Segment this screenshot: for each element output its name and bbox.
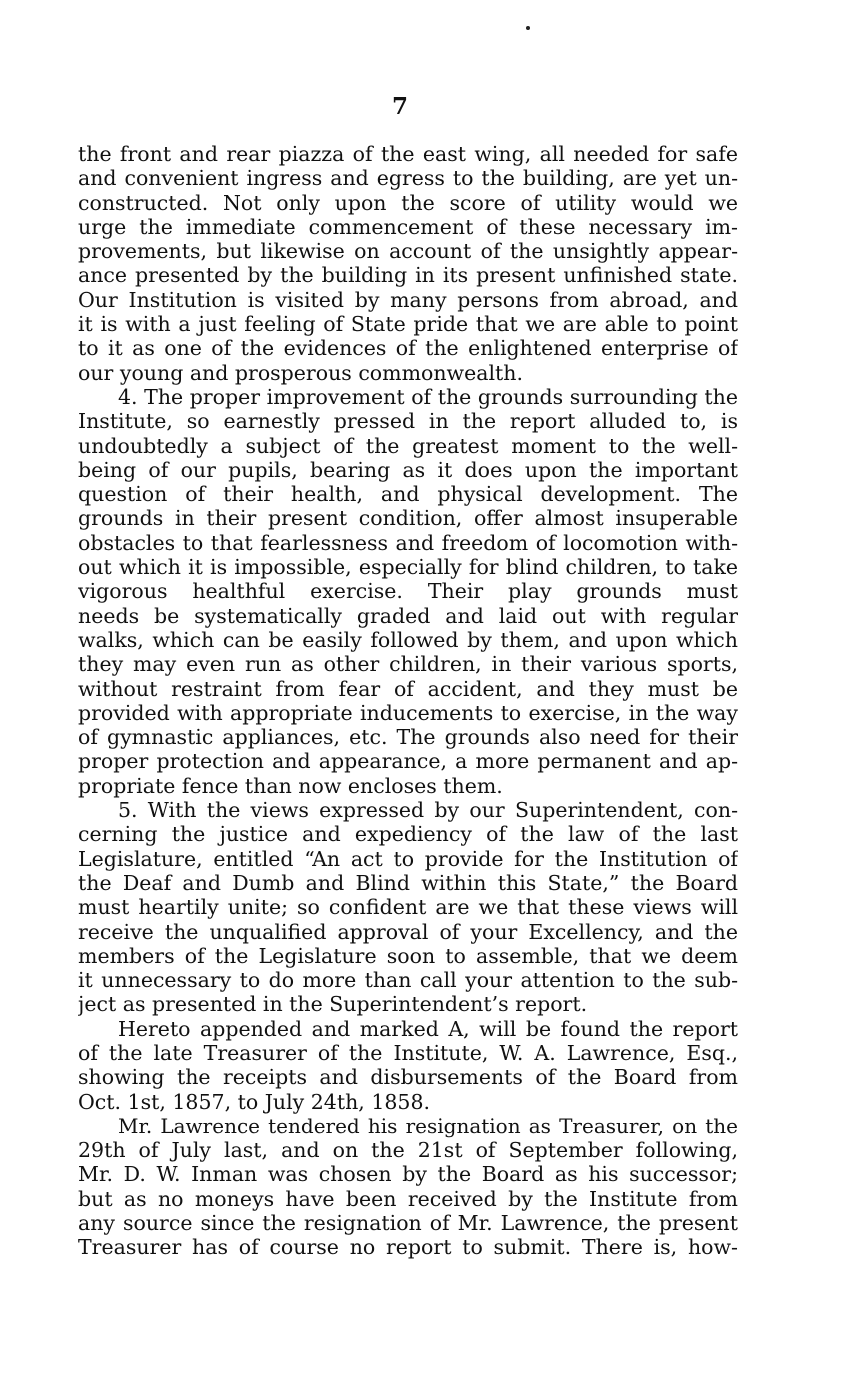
text-line: showing the receipts and disbursements of the Board from <box>78 1065 738 1090</box>
text-line: members of the Legislature soon to assemble, that we deem <box>78 943 738 968</box>
text-line: Mr. Lawrence tendered his resignation as Treasurer, on the <box>118 1113 738 1138</box>
text-line: proper protection and appearance, a more permanent and ap- <box>78 749 738 774</box>
text-line: must heartily unite; so confident are we that these views will <box>78 895 738 920</box>
text-line: our young and prosperous commonwealth. <box>78 360 523 385</box>
text-line: provided with appropriate inducements to exercise, in the way <box>78 700 738 725</box>
text-line: of gymnastic appliances, etc. The grounds also need for their <box>78 725 738 750</box>
text-line: to it as one of the evidences of the enlightened enterprise of <box>78 336 738 361</box>
body-text <box>78 142 738 1260</box>
text-line: they may even run as other children, in their various sports, <box>78 652 738 677</box>
text-line: Our Institution is visited by many persons from abroad, and <box>78 287 738 312</box>
page-number: 7 <box>391 93 408 120</box>
text-line: of the late Treasurer of the Institute, W. A. Lawrence, Esq., <box>78 1040 738 1065</box>
text-line: grounds in their present condition, offer almost insuperable <box>78 506 738 531</box>
text-line: but as no moneys have been received by the Institute from <box>78 1186 738 1211</box>
text-line: obstacles to that fearlessness and freedom of locomotion with- <box>78 530 738 555</box>
text-line: undoubtedly a subject of the greatest moment to the well- <box>78 433 738 458</box>
text-line: it is with a just feeling of State pride that we are able to point <box>78 312 738 337</box>
text-line: and convenient ingress and egress to the building, are yet un- <box>78 166 738 191</box>
text-line: the front and rear piazza of the east wing, all needed for safe <box>78 142 738 166</box>
text-line: needs be systematically graded and laid out with regular <box>78 603 738 628</box>
text-line: Treasurer has of course no report to submit. There is, how- <box>78 1235 738 1260</box>
text-line: Institute, so earnestly pressed in the report alluded to, is <box>78 409 738 434</box>
text-line: Hereto appended and marked A, will be found the report <box>118 1016 738 1041</box>
text-line: urge the immediate commencement of these necessary im- <box>78 214 738 239</box>
text-line: Oct. 1st, 1857, to July 24th, 1858. <box>78 1089 431 1114</box>
text-line: without restraint from fear of accident, and they must be <box>78 676 738 701</box>
text-line: vigorous healthful exercise. Their play grounds must <box>78 579 738 604</box>
text-line: out which it is impossible, especially for blind children, to take <box>78 555 738 580</box>
text-line: any source since the resignation of Mr. Lawrence, the present <box>78 1211 738 1236</box>
text-line: being of our pupils, bearing as it does upon the important <box>78 457 738 482</box>
text-line: 29th of July last, and on the 21st of September following, <box>78 1138 738 1163</box>
text-line: 4. The proper improvement of the grounds surrounding the <box>118 384 738 409</box>
text-line: walks, which can be easily followed by them, and upon which <box>78 627 738 652</box>
text-line: cerning the justice and expediency of the law of the last <box>78 822 738 847</box>
text-line: Legislature, entitled “An act to provide for the Institution of <box>78 846 738 871</box>
text-line: 5. With the views expressed by our Superintendent, con- <box>118 798 738 823</box>
text-line: receive the unqualified approval of your Excellency, and the <box>78 919 738 944</box>
text-line: it unnecessary to do more than call your attention to the sub- <box>78 968 738 993</box>
text-line: question of their health, and physical development. The <box>78 482 738 507</box>
text-line: provements, but likewise on account of the unsightly appear- <box>78 239 738 264</box>
text-line: ance presented by the building in its present unfinished state. <box>78 263 738 288</box>
text-line: constructed. Not only upon the score of utility would we <box>78 190 738 215</box>
text-line: propriate fence than now encloses them. <box>78 773 503 798</box>
text-line: ject as presented in the Superintendent’s report. <box>78 992 588 1017</box>
text-line: the Deaf and Dumb and Blind within this State,” the Board <box>78 870 738 895</box>
print-speck <box>526 26 530 30</box>
text-line: Mr. D. W. Inman was chosen by the Board as his successor; <box>78 1162 738 1187</box>
